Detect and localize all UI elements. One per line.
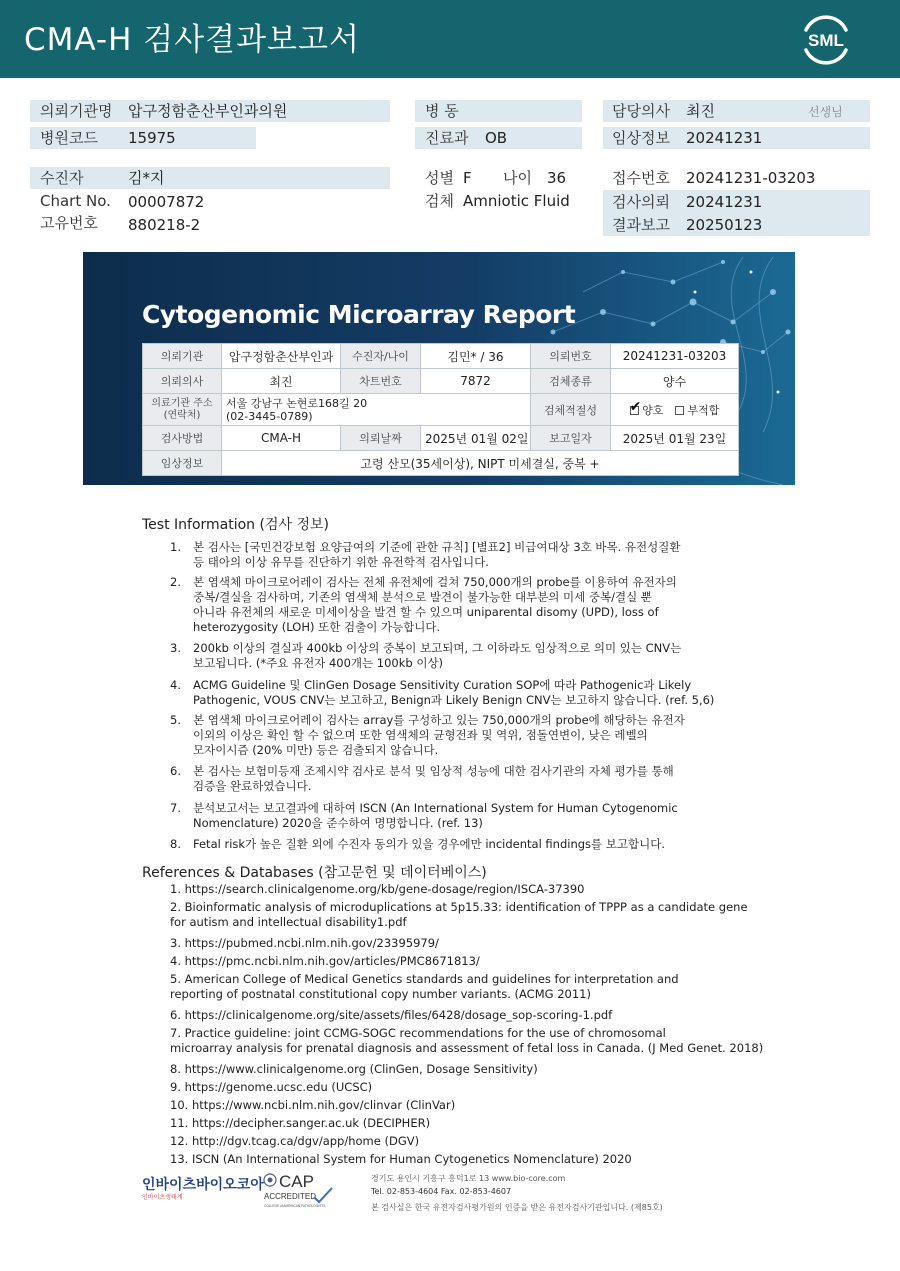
reference-item: 8. https://www.clinicalgenome.org (ClinGen, Dosage Sensitivity)	[170, 1062, 538, 1076]
reference-item: 1. https://search.clinicalgenome.org/kb/gene-dosage/region/ISCA-37390	[170, 882, 585, 896]
table-cell: 서울 강남구 논현로168길 20 (02-3445-0789)	[222, 394, 531, 426]
list-item: 분석보고서는 보고결과에 대하여 ISCN (An International System for Human Cytogenomic Nomenclature) 2020을 준수하여 명명합니다. (ref. 13)	[193, 801, 678, 830]
sex-value: F	[463, 169, 472, 187]
age-label: 나이	[503, 169, 532, 187]
company-sub-text: 인바이츠생태계	[142, 1194, 183, 1201]
reference-item: 2. Bioinformatic analysis of microduplications at 5p15.33: identification of TPPP as a candidate gene for autism and intellectual disability1.pdf	[170, 900, 748, 929]
specimen-label: 검체	[425, 192, 454, 210]
dept-value: OB	[485, 129, 508, 147]
age-value: 36	[547, 169, 567, 187]
patient-value: 김*지	[128, 169, 165, 187]
references-title: References & Databases (참고문헌 및 데이터베이스)	[142, 865, 487, 881]
test-info-title: Test Information (검사 정보)	[142, 517, 329, 533]
company-logo-text: 인바이츠바이오코아	[142, 1177, 264, 1193]
id-label: 고유번호	[40, 214, 98, 232]
table-row	[143, 426, 739, 451]
sml-logo-text: SML	[808, 31, 844, 50]
list-item-number: 4.	[170, 678, 181, 692]
request-label: 검사의뢰	[612, 193, 670, 211]
id-value: 880218-2	[128, 216, 201, 234]
list-item: 200kb 이상의 결실과 400kb 이상의 중복이 보고되며, 그 이하라도 임상적으로 의미 있는 CNV는 보고됩니다. (*주요 유전자 400개는 100kb 이상)	[193, 641, 682, 670]
table-cell: CMA-H	[222, 426, 341, 451]
reference-item: 11. https://decipher.sanger.ac.uk (DECIPHER)	[170, 1116, 431, 1130]
specimen-value: Amniotic Fluid	[463, 192, 570, 210]
list-item: ACMG Guideline 및 ClinGen Dosage Sensitivity Curation SOP에 따라 Pathogenic과 Likely Pathogenic, VOUS CNV는 보고하고, Benign과 Likely Benign CNV는 보고하지 않습니다. (ref. 5,6)	[193, 678, 715, 707]
receipt-label: 접수번호	[612, 169, 670, 187]
reference-item: 3. https://pubmed.ncbi.nlm.nih.gov/23395979/	[170, 936, 439, 950]
clinical-label: 임상정보	[612, 129, 670, 147]
table-cell: 최진	[222, 369, 341, 394]
header-bar	[0, 0, 900, 78]
reference-item: 6. https://clinicalgenome.org/site/assets/files/6428/dosage_sop-scoring-1.pdf	[170, 1008, 613, 1022]
table-cell: 20241231-03203	[611, 344, 739, 369]
reference-item: 5. American College of Medical Genetics standards and guidelines for interpretation and reporting of postnatal constitutional copy number variants. (ACMG 2011)	[170, 972, 679, 1001]
chart-value: 00007872	[128, 193, 205, 211]
hospital-code-label: 병원코드	[40, 129, 98, 147]
hospital-code-value: 15975	[128, 129, 176, 147]
reference-item: 10. https://www.ncbi.nlm.nih.gov/clinvar (ClinVar)	[170, 1098, 456, 1112]
checkbox-empty-icon	[675, 406, 684, 415]
cap-sub-text: ACCREDITED	[264, 1192, 317, 1201]
list-item-number: 8.	[170, 837, 181, 851]
doctor-label: 담당의사	[612, 102, 670, 120]
list-item-number: 6.	[170, 764, 181, 778]
footer-certification-note: 본 검사실은 한국 유전자검사평가원의 인증을 받은 유전자검사기관입니다. (제85호)	[371, 1203, 663, 1212]
table-key: 의료기관 주소 (연락처)	[143, 394, 222, 426]
ward-label: 병 동	[425, 102, 459, 120]
table-cell: 7872	[421, 369, 531, 394]
list-item-number: 5.	[170, 713, 181, 727]
summary-table	[142, 343, 739, 476]
table-key: 차트번호	[341, 369, 421, 394]
request-value: 20241231	[686, 193, 763, 211]
list-item-number: 2.	[170, 575, 181, 589]
specimen-adequacy-cell	[611, 394, 739, 426]
table-key: 임상정보	[143, 451, 222, 476]
list-item: 본 염색체 마이크로어레이 검사는 전체 유전체에 걸쳐 750,000개의 probe를 이용하여 유전자의 중복/결실을 검사하며, 기존의 염색체 분석으로 발견이 불가능한 대부분의 미세 중복/결실 뿐 아니라 유전체의 새로운 미세이상을 발견 할 수 있으며 uniparental disomy (UPD), loss of heterozygosity (LOH) 또한 검출이 가능합니다.	[193, 575, 677, 634]
table-row	[143, 344, 739, 369]
list-item: 본 검사는 [국민건강보험 요양급여의 기준에 관한 규칙] [별표2] 비급여대상 3호 바목. 유전성질환 등 태아의 이상 유무를 진단하기 위한 유전학적 검사입니다.	[193, 540, 681, 569]
table-key: 수진자/나이	[341, 344, 421, 369]
report-date-value: 20250123	[686, 216, 763, 234]
reference-item: 7. Practice guideline: joint CCMG-SOGC recommendations for the use of chromosomal microarray analysis for prenatal diagnosis and assessment of fetal loss in Canada. (J Med Genet. 2018)	[170, 1026, 764, 1055]
receipt-value: 20241231-03203	[686, 169, 816, 187]
table-cell: 고령 산모(35세이상), NIPT 미세결실, 중복 +	[222, 451, 739, 476]
table-row	[143, 394, 739, 426]
cap-main-text: CAP	[279, 1172, 314, 1191]
sml-logo-icon	[796, 8, 856, 68]
table-key: 의뢰의사	[143, 369, 222, 394]
reference-item: 12. http://dgv.tcag.ca/dgv/app/home (DGV)	[170, 1134, 420, 1148]
institution-label: 의뢰기관명	[40, 102, 113, 120]
report-date-label: 결과보고	[612, 216, 670, 234]
table-cell: 2025년 01월 02일	[421, 426, 531, 451]
table-cell: 압구정함춘산부인과	[222, 344, 341, 369]
sex-label: 성별	[425, 169, 454, 187]
footer-contact: Tel. 02-853-4604 Fax. 02-853-4607	[371, 1187, 512, 1196]
reference-item: 9. https://genome.ucsc.edu (UCSC)	[170, 1080, 373, 1094]
doctor-value: 최진	[686, 102, 715, 120]
cap-accredited-logo-icon	[262, 1170, 346, 1210]
checkbox-checked-icon: ✔	[629, 399, 642, 415]
list-item: 본 검사는 보험미등재 조제시약 검사로 분석 및 임상적 성능에 대한 검사기관의 자체 평가를 통해 검증을 완료하였습니다.	[193, 764, 674, 793]
table-cell: 양수	[611, 369, 739, 394]
row-bar	[30, 167, 390, 189]
table-key: 의뢰기관	[143, 344, 222, 369]
list-item: 본 염색체 마이크로어레이 검사는 array를 구성하고 있는 750,000개의 probe에 해당하는 유전자 이외의 이상은 확인 할 수 없으며 또한 염색체의 균형전좌 및 역위, 점돌연변이, 낮은 레벨의 모자이시즘 (20% 미만) 등은 검출되지 않습니다.	[193, 713, 685, 757]
dept-label: 진료과	[425, 129, 469, 147]
reference-item: 4. https://pmc.ncbi.nlm.nih.gov/articles/PMC8671813/	[170, 954, 480, 968]
list-item-number: 3.	[170, 641, 181, 655]
microarray-banner	[83, 252, 795, 485]
table-key: 의뢰날짜	[341, 426, 421, 451]
report-title: CMA-H 검사결과보고서	[24, 22, 360, 58]
table-cell: 김민* / 36	[421, 344, 531, 369]
footer-address: 경기도 용인시 기흥구 흥덕1로 13 www.bio-core.com	[371, 1174, 566, 1183]
institution-value: 압구정함춘산부인과의원	[128, 102, 288, 120]
table-key: 검사방법	[143, 426, 222, 451]
adequacy-bad-label: 부적합	[687, 403, 720, 417]
banner-title: Cytogenomic Microarray Report	[142, 300, 576, 329]
table-row	[143, 369, 739, 394]
list-item-number: 1.	[170, 540, 181, 554]
table-row	[143, 451, 739, 476]
doctor-suffix: 선생님	[808, 105, 843, 119]
list-item-number: 7.	[170, 801, 181, 815]
chart-label: Chart No.	[40, 192, 111, 210]
reference-item: 13. ISCN (An International System for Human Cytogenetics Nomenclature) 2020	[170, 1152, 632, 1166]
table-key: 보고일자	[531, 426, 611, 451]
cap-small-text: COLLEGE of AMERICAN PATHOLOGISTS	[264, 1204, 326, 1208]
patient-label: 수진자	[40, 169, 84, 187]
adequacy-ok-label: 양호	[642, 403, 664, 417]
table-key: 의뢰번호	[531, 344, 611, 369]
list-item: Fetal risk가 높은 질환 외에 수진자 동의가 있을 경우에만 incidental findings를 보고합니다.	[193, 837, 665, 851]
table-cell: 2025년 01월 23일	[611, 426, 739, 451]
clinical-value: 20241231	[686, 129, 763, 147]
table-key: 검체적절성	[531, 394, 611, 426]
table-key: 검체종류	[531, 369, 611, 394]
